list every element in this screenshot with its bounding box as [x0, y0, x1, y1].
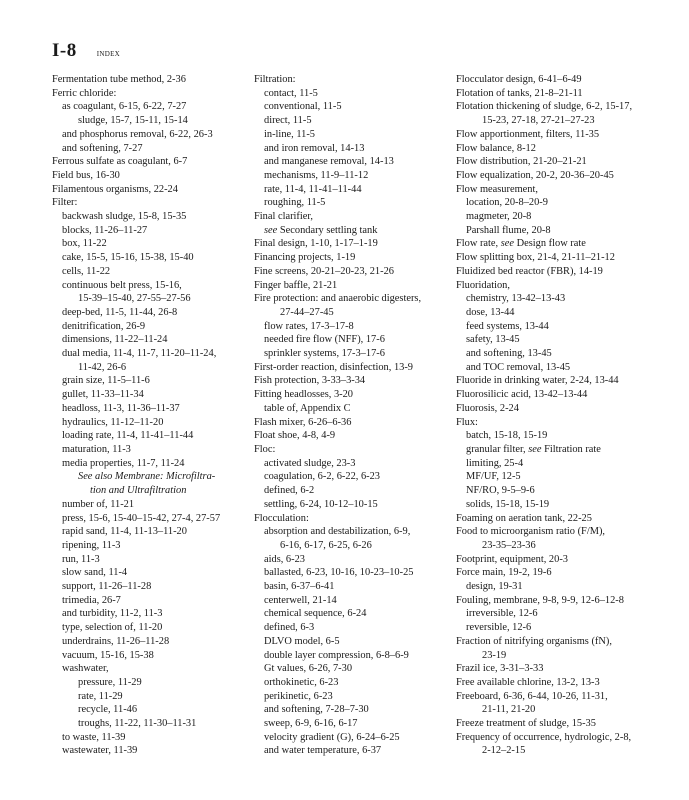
index-subentry: table of, Appendix C: [264, 402, 351, 414]
index-subentry: washwater,: [62, 663, 109, 675]
index-subentry: blocks, 11-26–11-27: [62, 224, 148, 236]
index-subentry: sludge, 15-7, 15-11, 15-14: [78, 115, 188, 127]
index-subentry: safety, 13-45: [466, 334, 520, 346]
index-subentry: rate, 11-4, 11-41–11-44: [264, 183, 362, 195]
index-entry: Fermentation tube method, 2-36: [52, 74, 186, 85]
index-subentry: ballasted, 6-23, 10-16, 10-23–10-25: [264, 567, 414, 579]
index-entry: Flotation thickening of sludge, 6-2, 15-17,: [456, 101, 633, 113]
index-subentry: 15-23, 27-18, 27-21–27-23: [482, 115, 595, 127]
index-subentry: 2-12–2-15: [482, 745, 526, 757]
index-subentry: velocity gradient (G), 6-24–6-25: [264, 731, 400, 743]
index-column-1: [52, 73, 232, 758]
index-subentry: 27-44–27-45: [280, 306, 334, 318]
index-entry: Flow distribution, 21-20–21-21: [456, 156, 587, 168]
index-entry: Fluoridation,: [456, 279, 510, 291]
index-subentry: pressure, 11-29: [78, 676, 142, 688]
index-subentry: irreversible, 12-6: [466, 608, 538, 620]
page-header: [52, 40, 120, 62]
index-entry: Flow apportionment, filters, 11-35: [456, 128, 600, 140]
index-entry: Fluorosilicic acid, 13-42–13-44: [456, 389, 588, 401]
index-column-2: [254, 73, 440, 758]
index-subentry: dual media, 11-4, 11-7, 11-20–11-24,: [62, 348, 217, 360]
index-subentry: MF/UF, 12-5: [466, 471, 521, 483]
index-subentry: Gt values, 6-26, 7-30: [264, 663, 353, 675]
index-entry: Final clarifier,: [254, 211, 314, 223]
index-subentry: headloss, 11-3, 11-36–11-37: [62, 402, 180, 414]
index-subentry: DLVO model, 6-5: [264, 635, 340, 647]
index-entry: Fitting headlosses, 3-20: [254, 389, 353, 401]
index-subentry: gullet, 11-33–11-34: [62, 389, 144, 401]
index-subentry: slow sand, 11-4: [62, 567, 128, 579]
index-subentry: See also Membrane: Microfiltra-: [78, 471, 216, 483]
index-subentry: grain size, 11-5–11-6: [62, 375, 150, 387]
index-subentry: run, 11-3: [62, 553, 100, 565]
index-subentry: roughing, 11-5: [264, 197, 326, 209]
index-subentry: box, 11-22: [62, 238, 107, 250]
index-subentry: and turbidity, 11-2, 11-3: [62, 608, 163, 620]
index-subentry: double layer compression, 6-8–6-9: [264, 649, 409, 661]
index-subentry: defined, 6-3: [264, 622, 315, 634]
index-subentry: denitrification, 26-9: [62, 320, 146, 332]
index-entry: Flotation of tanks, 21-8–21-11: [456, 87, 583, 99]
index-subentry: cells, 11-22: [62, 265, 111, 277]
index-subentry: continuous belt press, 15-16,: [62, 279, 182, 291]
index-subentry: direct, 11-5: [264, 115, 312, 127]
index-subentry: ripening, 11-3: [62, 539, 121, 551]
index-subentry: and phosphorus removal, 6-22, 26-3: [62, 128, 213, 140]
running-head: INDEX: [96, 50, 121, 58]
index-subentry: reversible, 12-6: [466, 622, 532, 634]
index-entry: Flow rate, see Design flow rate: [456, 238, 586, 250]
index-entry: Food to microorganism ratio (F/M),: [456, 526, 606, 538]
index-entry: Foaming on aeration tank, 22-25: [456, 512, 592, 524]
index-subentry: 21-11, 21-20: [482, 704, 536, 716]
index-subentry: and softening, 7-27: [62, 142, 143, 154]
index-subentry: magmeter, 20-8: [466, 211, 532, 223]
index-subentry: absorption and destabilization, 6-9,: [264, 526, 411, 538]
index-entry: Financing projects, 1-19: [254, 252, 356, 264]
index-subentry: and iron removal, 14-13: [264, 142, 365, 154]
index-subentry: to waste, 11-39: [62, 731, 126, 743]
index-subentry: aids, 6-23: [264, 553, 305, 565]
index-subentry: media properties, 11-7, 11-24: [62, 457, 185, 469]
index-subentry: 15-39–15-40, 27-55–27-56: [78, 293, 191, 305]
index-entry: Fish protection, 3-33–3-34: [254, 375, 366, 387]
index-subentry: 11-42, 26-6: [78, 361, 127, 373]
index-entry: Final design, 1-10, 1-17–1-19: [254, 238, 378, 250]
index-subentry: solids, 15-18, 15-19: [466, 498, 550, 510]
index-subentry: basin, 6-37–6-41: [264, 581, 335, 593]
see-reference: see: [528, 443, 542, 455]
index-subentry: tion and Ultrafiltration: [90, 485, 187, 497]
index-entry: Flash mixer, 6-26–6-36: [254, 416, 352, 428]
index-subentry: and softening, 13-45: [466, 348, 552, 360]
index-entry: Finger baffle, 21-21: [254, 279, 338, 291]
index-entry: Filamentous organisms, 22-24: [52, 183, 178, 195]
index-subentry: design, 19-31: [466, 581, 523, 593]
index-subentry: defined, 6-2: [264, 485, 315, 497]
page-number: I-8: [52, 40, 77, 61]
index-subentry: as coagulant, 6-15, 6-22, 7-27: [62, 101, 187, 113]
index-subentry: needed fire flow (NFF), 17-6: [264, 334, 385, 346]
index-subentry: number of, 11-21: [62, 498, 135, 510]
index-entry: Fluorosis, 2-24: [456, 402, 519, 414]
index-entry: Flocculation:: [254, 512, 309, 524]
index-subentry: sweep, 6-9, 6-16, 6-17: [264, 718, 358, 730]
index-subentry: vacuum, 15-16, 15-38: [62, 649, 154, 661]
index-subentry: and softening, 7-28–7-30: [264, 704, 369, 716]
index-subentry: contact, 11-5: [264, 87, 318, 99]
index-subentry: cake, 15-5, 15-16, 15-38, 15-40: [62, 252, 194, 264]
index-subentry: centerwell, 21-14: [264, 594, 337, 606]
index-subentry: sprinkler systems, 17-3–17-6: [264, 348, 385, 360]
index-entry: Flow measurement,: [456, 183, 538, 195]
index-entry: Free available chlorine, 13-2, 13-3: [456, 676, 600, 688]
index-subentry: perikinetic, 6-23: [264, 690, 333, 702]
index-entry: Freeze treatment of sludge, 15-35: [456, 718, 596, 730]
index-subentry: NF/RO, 9-5–9-6: [466, 485, 535, 497]
index-subentry: and water temperature, 6-37: [264, 745, 382, 757]
index-entry: Freeboard, 6-36, 6-44, 10-26, 11-31,: [456, 690, 608, 702]
index-entry: First-order reaction, disinfection, 13-9: [254, 361, 413, 373]
index-entry: Fluidized bed reactor (FBR), 14-19: [456, 265, 603, 277]
index-subentry: conventional, 11-5: [264, 101, 342, 113]
index-entry: Fraction of nitrifying organisms (fN),: [456, 635, 612, 647]
index-entry: Flow splitting box, 21-4, 21-11–21-12: [456, 252, 615, 264]
index-entry: Ferrous sulfate as coagulant, 6-7: [52, 156, 188, 168]
index-subentry: deep-bed, 11-5, 11-44, 26-8: [62, 306, 178, 318]
index-subentry: chemistry, 13-42–13-43: [466, 293, 566, 305]
index-entry: Frazil ice, 3-31–3-33: [456, 663, 544, 675]
index-subentry: dose, 13-44: [466, 306, 515, 318]
index-subentry: loading rate, 11-4, 11-41–11-44: [62, 430, 194, 442]
index-entry: Flow balance, 8-12: [456, 142, 536, 154]
index-entry: Fouling, membrane, 9-8, 9-9, 12-6–12-8: [456, 594, 624, 606]
index-subentry: see Secondary settling tank: [264, 224, 378, 236]
index-subentry: recycle, 11-46: [78, 704, 138, 716]
index-entry: Ferric chloride:: [52, 87, 117, 99]
index-subentry: orthokinetic, 6-23: [264, 676, 339, 688]
index-subentry: press, 15-6, 15-40–15-42, 27-4, 27-57: [62, 512, 221, 524]
index-subentry: wastewater, 11-39: [62, 745, 138, 757]
index-subentry: maturation, 11-3: [62, 443, 131, 455]
index-subentry: hydraulics, 11-12–11-20: [62, 416, 164, 428]
index-subentry: feed systems, 13-44: [466, 320, 549, 332]
index-subentry: limiting, 25-4: [466, 457, 524, 469]
index-subentry: underdrains, 11-26–11-28: [62, 635, 170, 647]
index-entry: Flocculator design, 6-41–6-49: [456, 74, 582, 85]
index-entry: Force main, 19-2, 19-6: [456, 567, 552, 579]
index-subentry: support, 11-26–11-28: [62, 581, 152, 593]
index-entry: Fine screens, 20-21–20-23, 21-26: [254, 265, 394, 277]
index-entry: Flow equalization, 20-2, 20-36–20-45: [456, 169, 614, 181]
index-entry: Fluoride in drinking water, 2-24, 13-44: [456, 375, 619, 387]
index-subentry: batch, 15-18, 15-19: [466, 430, 548, 442]
index-subentry: granular filter, see Filtration rate: [466, 443, 601, 455]
index-entry: Filtration:: [254, 74, 296, 85]
index-subentry: type, selection of, 11-20: [62, 622, 163, 634]
index-entry: Filter:: [52, 197, 78, 209]
index-entry: Float shoe, 4-8, 4-9: [254, 430, 336, 442]
index-subentry: 23-35–23-36: [482, 539, 536, 551]
index-subentry: trimedia, 26-7: [62, 594, 121, 606]
index-subentry: coagulation, 6-2, 6-22, 6-23: [264, 471, 381, 483]
index-subentry: and manganese removal, 14-13: [264, 156, 394, 168]
index-entry: Frequency of occurrence, hydrologic, 2-8,: [456, 731, 632, 743]
index-subentry: Parshall flume, 20-8: [466, 224, 551, 236]
index-subentry: troughs, 11-22, 11-30–11-31: [78, 718, 197, 730]
index-subentry: rapid sand, 11-4, 11-13–11-20: [62, 526, 187, 538]
index-entry: Footprint, equipment, 20-3: [456, 553, 568, 565]
see-reference: see: [264, 224, 278, 236]
index-subentry: 23-19: [482, 649, 507, 661]
index-subentry: mechanisms, 11-9–11-12: [264, 169, 369, 181]
index-column-3: [456, 73, 656, 758]
index-entry: Field bus, 16-30: [52, 169, 120, 181]
index-subentry: rate, 11-29: [78, 690, 123, 702]
index-entry: Fire protection: and anaerobic digesters,: [254, 293, 422, 305]
index-subentry: location, 20-8–20-9: [466, 197, 548, 209]
index-subentry: backwash sludge, 15-8, 15-35: [62, 211, 187, 223]
index-subentry: activated sludge, 23-3: [264, 457, 356, 469]
index-subentry: flow rates, 17-3–17-8: [264, 320, 354, 332]
index-entry: Floc:: [254, 443, 276, 455]
index-subentry: settling, 6-24, 10-12–10-15: [264, 498, 378, 510]
index-subentry: and TOC removal, 13-45: [466, 361, 571, 373]
see-reference: see: [500, 238, 515, 250]
index-subentry: chemical sequence, 6-24: [264, 608, 367, 620]
index-subentry: in-line, 11-5: [264, 128, 315, 140]
index-subentry: dimensions, 11-22–11-24: [62, 334, 168, 346]
index-entry: Flux:: [456, 416, 478, 428]
index-subentry: 6-16, 6-17, 6-25, 6-26: [280, 539, 372, 551]
